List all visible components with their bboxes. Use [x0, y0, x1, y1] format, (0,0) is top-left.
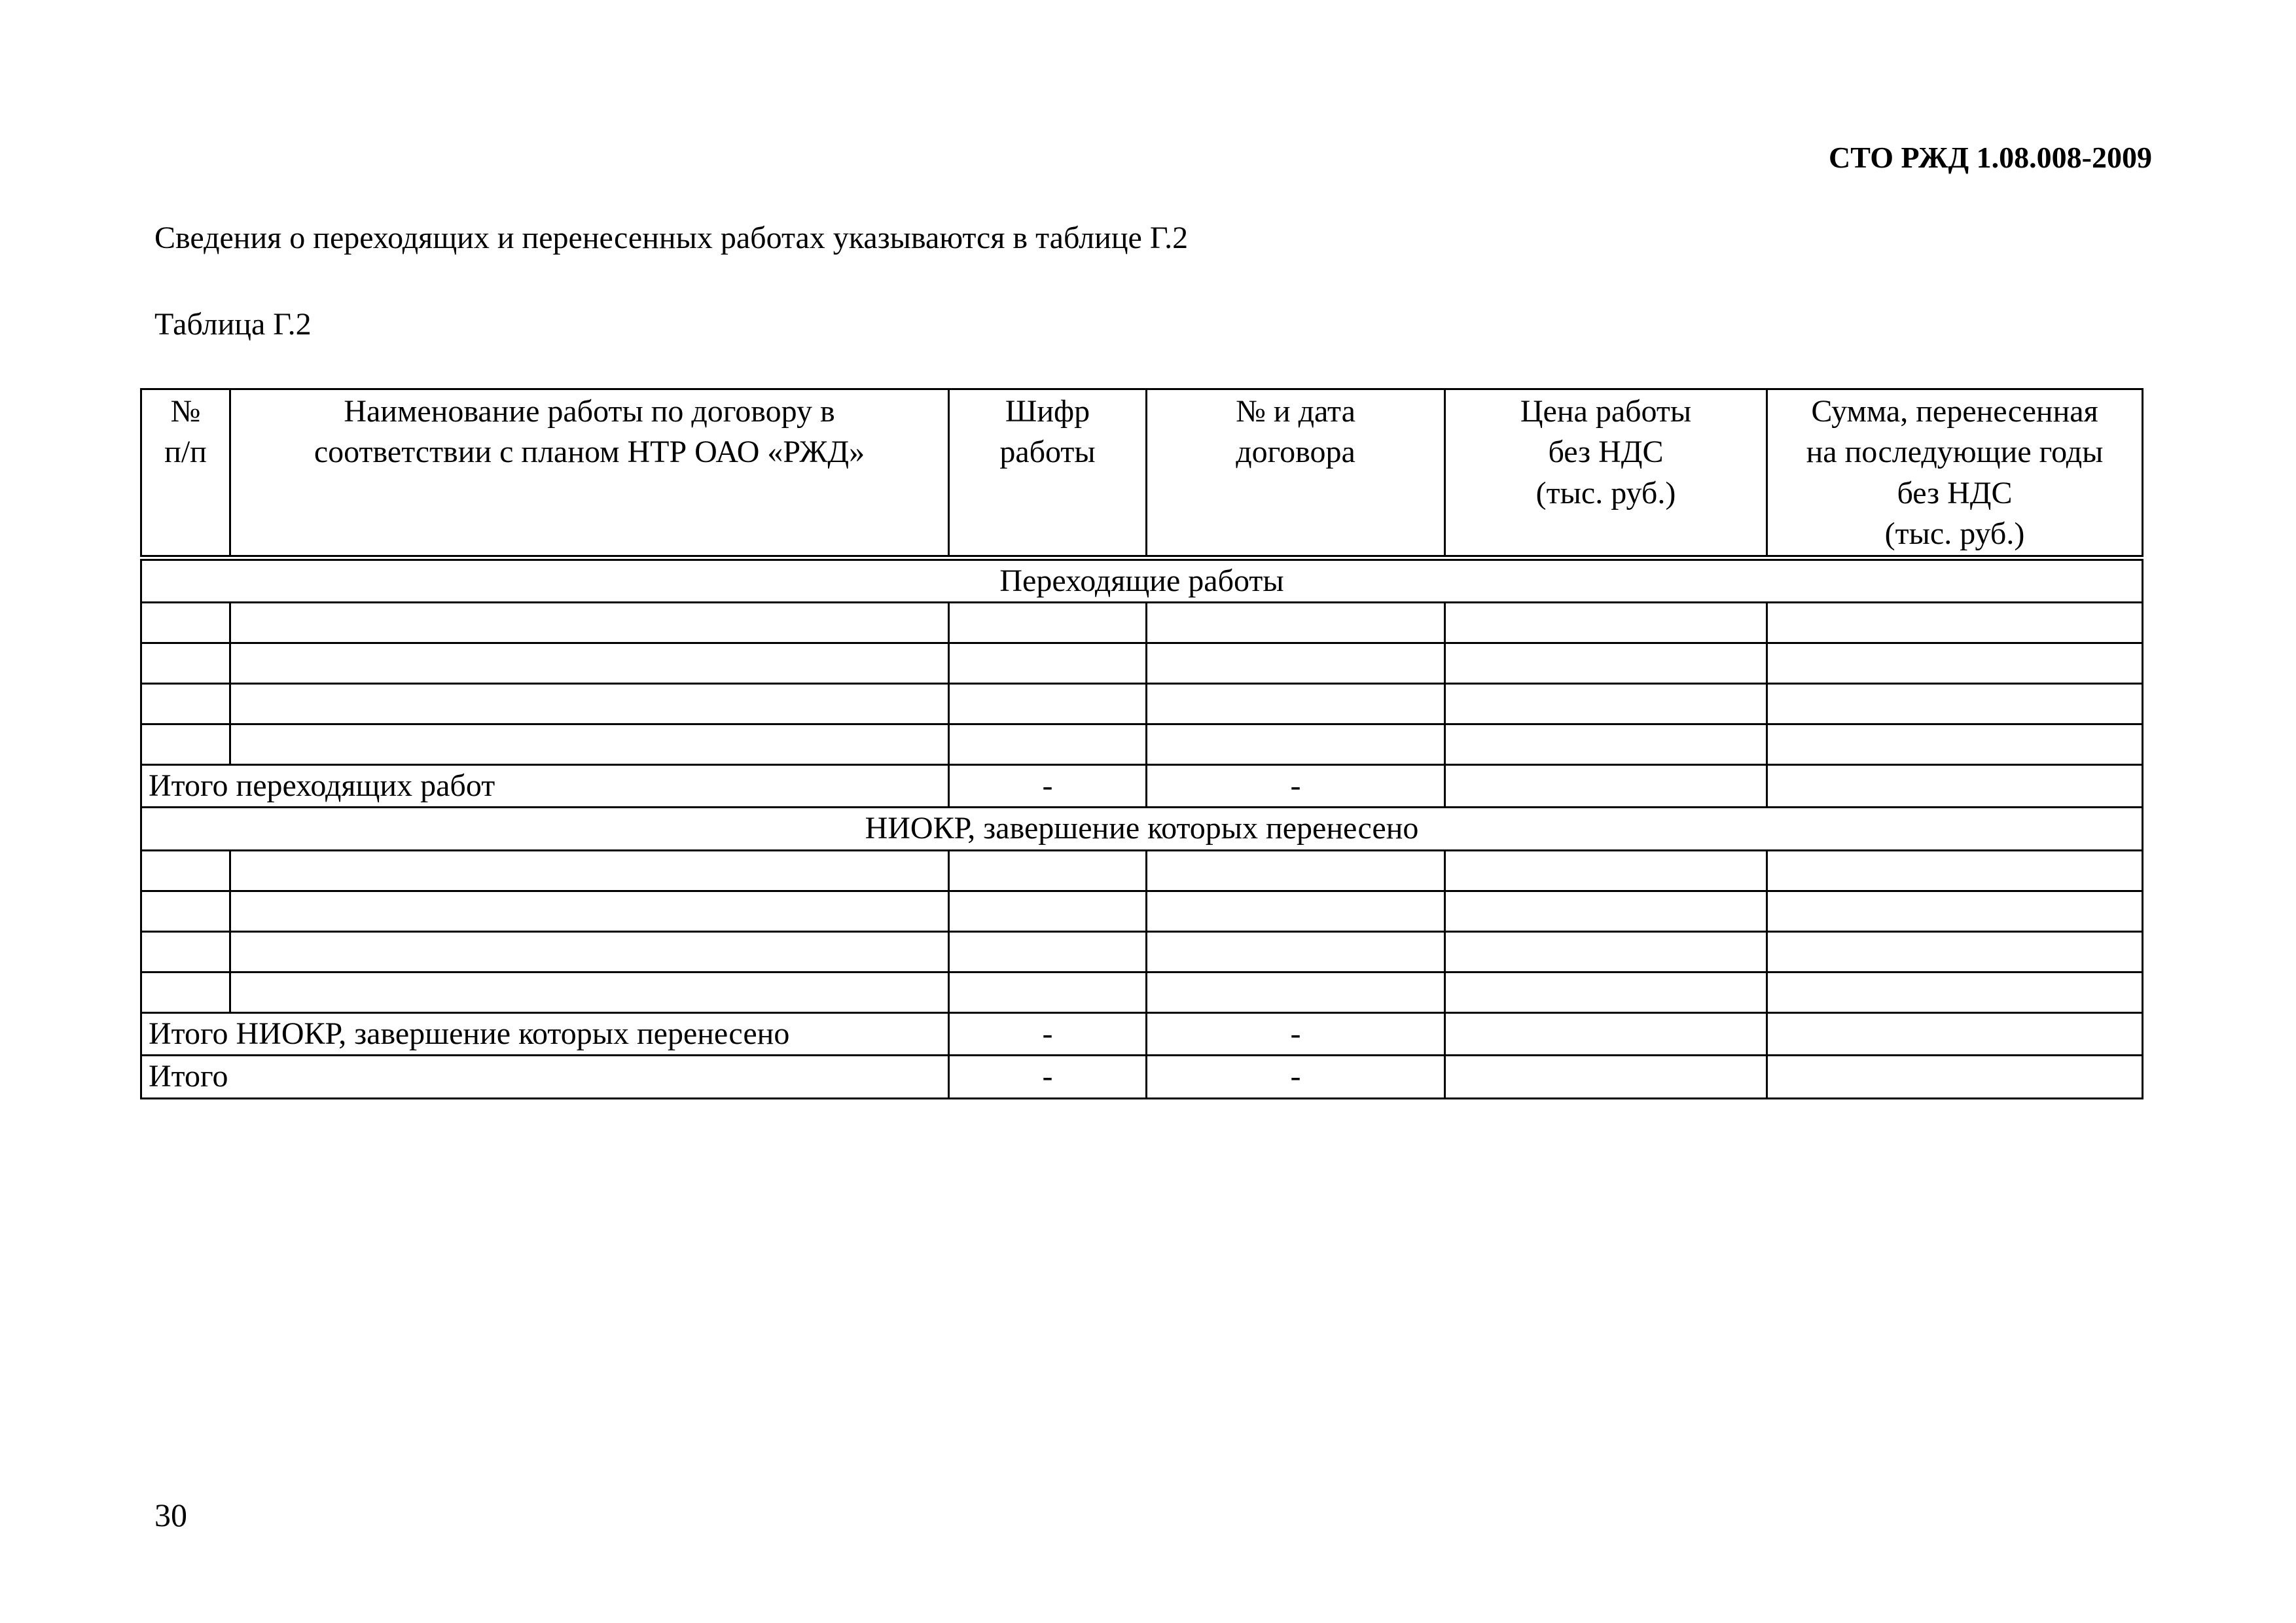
table-cell[interactable]	[230, 891, 949, 931]
document-code: СТО РЖД 1.08.008-2009	[1828, 141, 2152, 174]
table-row	[141, 643, 2143, 683]
table-cell[interactable]	[230, 931, 949, 972]
table-cell[interactable]	[949, 931, 1147, 972]
dash-cell: -	[1147, 1012, 1445, 1055]
table-cell[interactable]	[1767, 683, 2143, 724]
grand-total-row	[141, 1056, 2143, 1098]
section-row-carryover	[141, 558, 2143, 602]
total-label-carryover: Итого переходящих работ	[141, 764, 949, 807]
table-caption: Таблица Г.2	[154, 307, 312, 342]
table-cell[interactable]	[230, 683, 949, 724]
table-row	[141, 850, 2143, 891]
table-cell[interactable]	[949, 891, 1147, 931]
table-cell[interactable]	[1147, 724, 1445, 764]
table-cell[interactable]	[141, 724, 230, 764]
dash-cell: -	[1147, 1056, 1445, 1098]
table-cell[interactable]	[1147, 643, 1445, 683]
table-header-row	[141, 389, 2143, 558]
dash-cell: -	[1147, 764, 1445, 807]
table-cell[interactable]	[949, 683, 1147, 724]
total-row-postponed	[141, 1012, 2143, 1055]
table-cell[interactable]	[1147, 931, 1445, 972]
total-row-carryover	[141, 764, 2143, 807]
table-cell[interactable]	[1767, 891, 2143, 931]
table-cell[interactable]	[1147, 683, 1445, 724]
table-cell[interactable]	[230, 972, 949, 1012]
table-row	[141, 891, 2143, 931]
intro-text: Сведения о переходящих и перенесенных работах указываются в таблице Г.2	[154, 221, 1189, 255]
table-cell[interactable]	[230, 724, 949, 764]
table-cell[interactable]	[141, 972, 230, 1012]
grand-total-label: Итого	[141, 1056, 949, 1098]
table-cell[interactable]	[141, 850, 230, 891]
table-cell[interactable]	[1767, 1056, 2143, 1098]
table-cell[interactable]	[1445, 1012, 1767, 1055]
table-row	[141, 931, 2143, 972]
table-cell[interactable]	[1767, 643, 2143, 683]
table-cell[interactable]	[1767, 850, 2143, 891]
table-cell[interactable]	[141, 683, 230, 724]
table-row	[141, 724, 2143, 764]
dash-cell: -	[949, 1012, 1147, 1055]
column-header-contract: № и дата договора	[1147, 389, 1445, 558]
table-cell[interactable]	[1445, 850, 1767, 891]
table-cell[interactable]	[949, 724, 1147, 764]
table-cell[interactable]	[1147, 891, 1445, 931]
table-cell[interactable]	[1767, 972, 2143, 1012]
total-label-postponed: Итого НИОКР, завершение которых перенесено	[141, 1012, 949, 1055]
column-header-work-name: Наименование работы по договору в соответствии с планом НТР ОАО «РЖД»	[230, 389, 949, 558]
table-cell[interactable]	[141, 931, 230, 972]
table-cell[interactable]	[949, 602, 1147, 643]
table-cell[interactable]	[949, 972, 1147, 1012]
table-cell[interactable]	[1147, 850, 1445, 891]
table-cell[interactable]	[230, 602, 949, 643]
table-cell[interactable]	[1767, 931, 2143, 972]
dash-cell: -	[949, 1056, 1147, 1098]
table-cell[interactable]	[141, 643, 230, 683]
table-cell[interactable]	[1767, 602, 2143, 643]
dash-cell: -	[949, 764, 1147, 807]
table-cell[interactable]	[141, 602, 230, 643]
table-cell[interactable]	[1445, 724, 1767, 764]
table-cell[interactable]	[949, 643, 1147, 683]
table-cell[interactable]	[230, 643, 949, 683]
table-row	[141, 602, 2143, 643]
table-cell[interactable]	[1445, 931, 1767, 972]
table-row	[141, 683, 2143, 724]
column-header-work-code: Шифр работы	[949, 389, 1147, 558]
table-cell[interactable]	[1445, 683, 1767, 724]
carryover-works-table	[140, 388, 2144, 1099]
section-row-postponed	[141, 808, 2143, 850]
table-cell[interactable]	[1445, 602, 1767, 643]
column-header-carried-sum: Сумма, перенесенная на последующие годы без НДС (тыс. руб.)	[1767, 389, 2143, 558]
table-cell[interactable]	[1445, 891, 1767, 931]
table-cell[interactable]	[1767, 1012, 2143, 1055]
table-cell[interactable]	[949, 850, 1147, 891]
table-cell[interactable]	[1767, 724, 2143, 764]
table-cell[interactable]	[1147, 602, 1445, 643]
section-title-carryover: Переходящие работы	[141, 558, 2143, 602]
table-cell[interactable]	[1445, 1056, 1767, 1098]
table-cell[interactable]	[141, 891, 230, 931]
table-cell[interactable]	[1767, 764, 2143, 807]
table-cell[interactable]	[1147, 972, 1445, 1012]
table-cell[interactable]	[1445, 972, 1767, 1012]
page-number: 30	[154, 1497, 187, 1533]
table-row	[141, 972, 2143, 1012]
table-cell[interactable]	[230, 850, 949, 891]
table-cell[interactable]	[1445, 643, 1767, 683]
column-header-price: Цена работы без НДС (тыс. руб.)	[1445, 389, 1767, 558]
section-title-postponed: НИОКР, завершение которых перенесено	[141, 808, 2143, 850]
table-cell[interactable]	[1445, 764, 1767, 807]
column-header-number: № п/п	[141, 389, 230, 558]
